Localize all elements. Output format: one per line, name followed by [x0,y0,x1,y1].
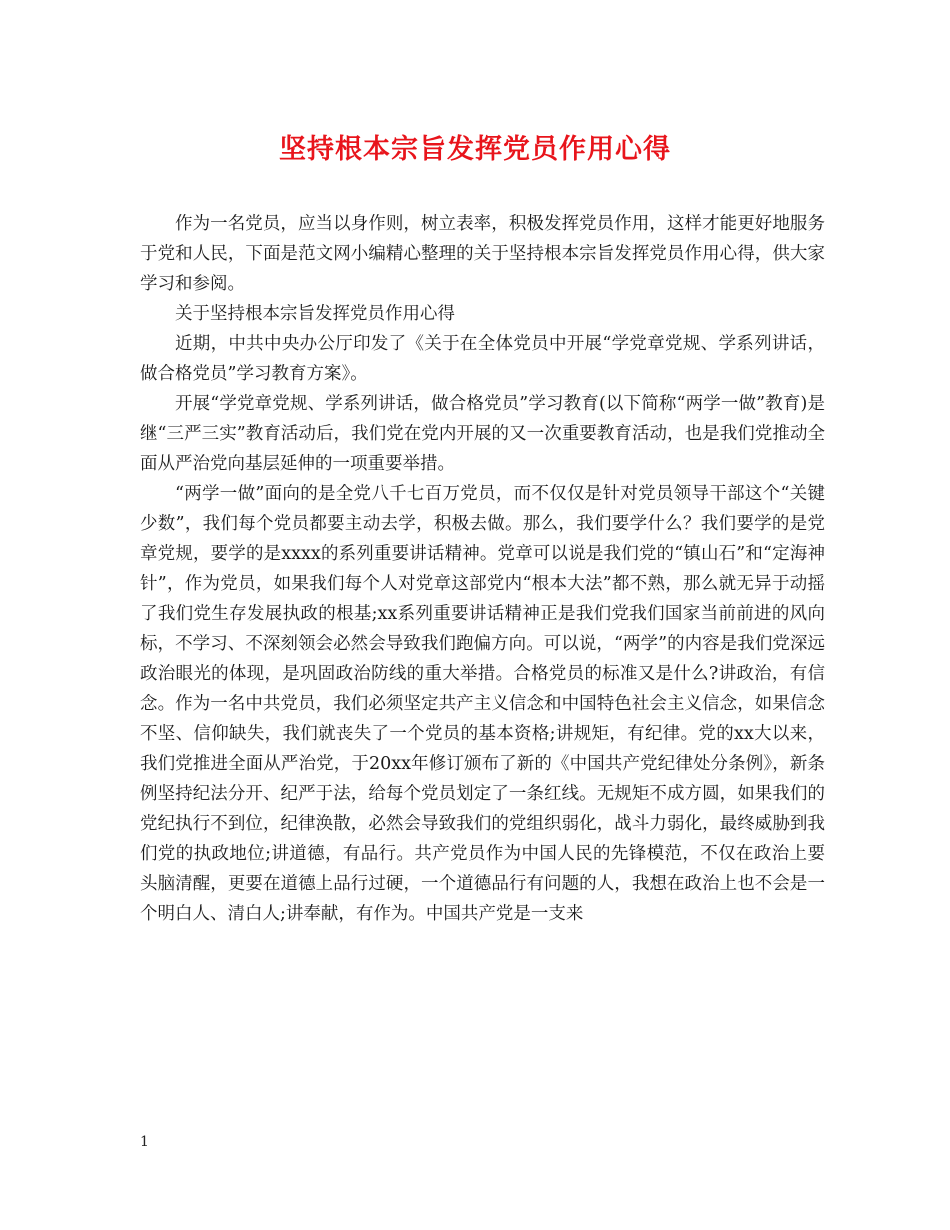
intro-paragraph: 作为一名党员，应当以身作则，树立表率，积极发挥党员作用，这样才能更好地服务于党和人民，下面是范文网小编精心整理的关于坚持根本宗旨发挥党员作用心得，供大家学习和参阅。 [140,214,825,294]
page-number: 1 [140,1134,149,1150]
document-title: 坚持根本宗旨发挥党员作用心得 [279,134,671,165]
document-body [140,209,825,929]
section-heading: 关于坚持根本宗旨发挥党员作用心得 [175,304,455,324]
body-paragraph-2: 开展“学党章党规、学系列讲话，做合格党员”学习教育(以下简称“两学一做”教育)是继“三严三实”教育活动后，我们党在党内开展的又一次重要教育活动，也是我们党推动全面从严治党向基层延伸的一项重要举措。 [140,394,825,474]
body-paragraph-3: “两学一做”面向的是全党八千七百万党员，而不仅仅是针对党员领导干部这个“关键少数”，我们每个党员都要主动去学，积极去做。那么，我们要学什么？我们要学的是党章党规，要学的是xxxx的系列重要讲话精神。党章可以说是我们党的“镇山石”和“定海神针”，作为党员，如果我们每个人对党章这部党内“根本大法”都不熟，那么就无异于动摇了我们党生存发展执政的根基;xx系列重要讲话精神正是我们党我们国家当前前进的风向标，不学习、不深刻领会必然会导致我们跑偏方向。可以说，“两学”的内容是我们党深远政治眼光的体现，是巩固政治防线的重大举措。合格党员的标准又是什么?讲政治，有信念。作为一名中共党员，我们必须坚定共产主义信念和中国特色社会主义信念，如果信念不坚、信仰缺失，我们就丧失了一个党员的基本资格;讲规矩，有纪律。党的xx大以来，我们党推进全面从严治党，于20xx年修订颁布了新的《中国共产党纪律处分条例》，新条例坚持纪法分开、纪严于法，给每个党员划定了一条红线。无规矩不成方圆，如果我们的党纪执行不到位，纪律涣散，必然会导致我们的党组织弱化，战斗力弱化，最终威胁到我们党的执政地位;讲道德，有品行。共产党员作为中国人民的先锋模范，不仅在政治上要头脑清醒，更要在道德上品行过硬，一个道德品行有问题的人，我想在政治上也不会是一个明白人、清白人;讲奉献，有作为。中国共产党是一支来 [140,484,825,924]
body-paragraph-1: 近期，中共中央办公厅印发了《关于在全体党员中开展“学党章党规、学系列讲话，做合格党员”学习教育方案》。 [140,334,825,384]
